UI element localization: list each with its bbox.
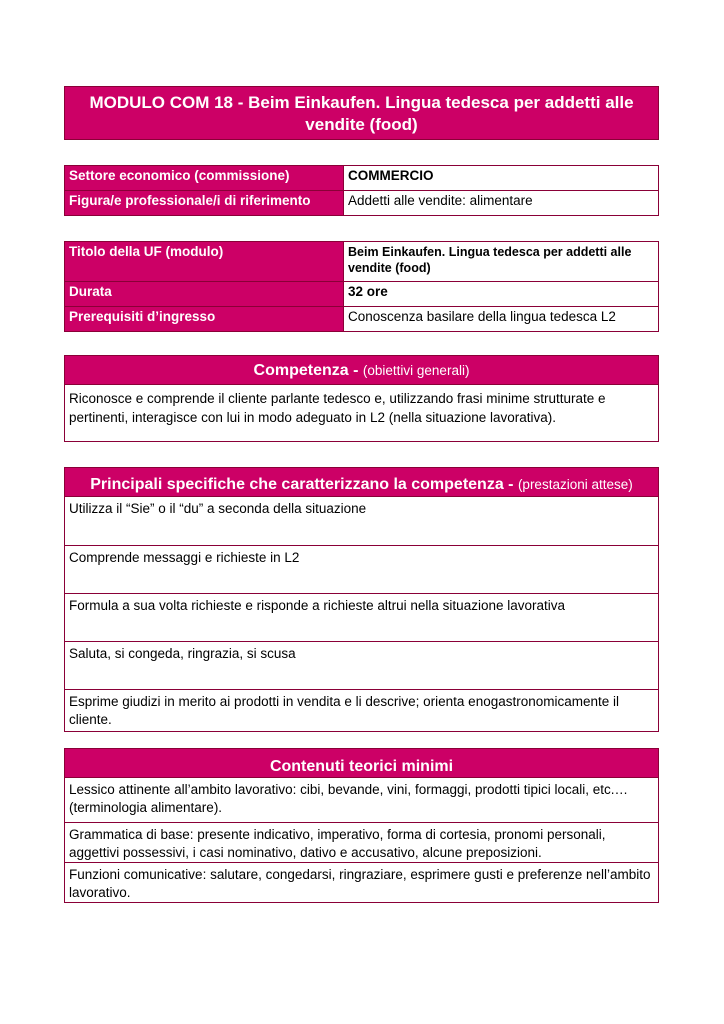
sector-table (64, 165, 659, 216)
table-row (65, 191, 659, 216)
sector-label: Settore economico (commissione) (65, 166, 344, 191)
profile-value: Addetti alle vendite: alimentare (344, 191, 659, 216)
duration-label: Durata (65, 282, 344, 307)
duration-value: 32 ore (344, 282, 659, 307)
competenza-subtitle: (obiettivi generali) (362, 363, 470, 378)
contenuti-heading (65, 749, 658, 778)
sector-value: COMMERCIO (344, 166, 659, 191)
competenza-section (64, 355, 659, 442)
list-item: Lessico attinente all’ambito lavorativo: cibi, bevande, vini, formaggi, prodotti tipici locali, etc.… (terminologia alimentare). (69, 782, 629, 815)
prerequisites-label: Prerequisiti d’ingresso (65, 307, 344, 332)
specifiche-subtitle: (prestazioni attese) (517, 477, 633, 492)
list-item: Utilizza il “Sie” o il “du” a seconda della situazione (69, 501, 367, 516)
specifiche-dash: - (503, 476, 518, 493)
profile-label: Figura/e professionale/i di riferimento (65, 191, 344, 216)
competenza-dash: - (348, 362, 363, 379)
prerequisites-value: Conoscenza basilare della lingua tedesca L2 (344, 307, 659, 332)
list-item: Formula a sua volta richieste e risponde a richieste altrui nella situazione lavorativa (65, 593, 658, 641)
specifiche-heading (65, 468, 658, 497)
table-row (65, 307, 659, 332)
contenuti-section (64, 748, 659, 903)
table-row (65, 282, 659, 307)
competenza-title: Competenza (253, 362, 349, 379)
competenza-text: Riconosce e comprende il cliente parlante tedesco e, utilizzando frasi minime strutturate e pertinenti, interagisce con lui in modo adeguato in L2 (nella situazione lavorativa). (69, 391, 606, 425)
module-info-table (64, 241, 659, 332)
specifiche-title: Principali specifiche che caratterizzano la competenza (90, 476, 504, 493)
module-title-line1: MODULO COM 18 - Beim Einkaufen. Lingua tedesca per addetti alle (89, 93, 634, 112)
list-item: Saluta, si congeda, ringrazia, si scusa (65, 641, 658, 689)
list-item: Esprime giudizi in merito ai prodotti in vendita e li descrive; orienta enogastronomicamente il cliente. (65, 689, 658, 732)
table-row (65, 166, 659, 191)
uf-title-value: Beim Einkaufen. Lingua tedesca per addetti alle vendite (food) (344, 242, 659, 282)
table-row (65, 242, 659, 282)
module-title-line2: vendite (food) (305, 115, 418, 134)
list-item: Grammatica di base: presente indicativo, imperativo, forma di cortesia, pronomi personali, aggettivi possessivi, i casi nominativo, dativo e accusativo, alcune preposizioni. (65, 822, 658, 862)
module-title (64, 86, 659, 140)
contenuti-title: Contenuti teorici minimi (269, 758, 454, 775)
competenza-heading (65, 356, 658, 385)
list-item: Funzioni comunicative: salutare, congedarsi, ringraziare, esprimere gusti e preferenze nell’ambito lavorativo. (65, 862, 658, 903)
list-item: Comprende messaggi e richieste in L2 (65, 545, 658, 593)
specifiche-section (64, 467, 659, 732)
uf-title-label: Titolo della UF (modulo) (65, 242, 344, 282)
